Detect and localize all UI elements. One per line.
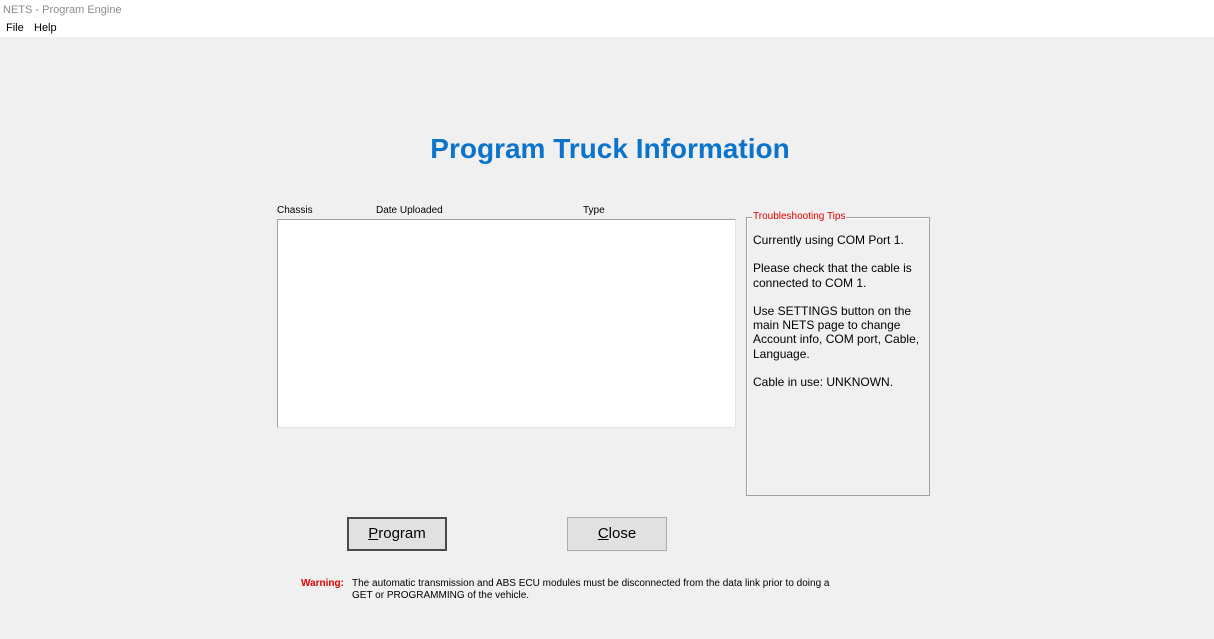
window-title: NETS - Program Engine (3, 4, 122, 16)
warning-label: Warning: (301, 578, 344, 589)
close-button-accel: C (597, 525, 609, 542)
tip-settings: Use SETTINGS button on the main NETS page to change Account info, COM port, Cable, Language. (753, 303, 920, 361)
program-button[interactable] (347, 517, 447, 551)
menu-file[interactable]: File (6, 22, 24, 34)
close-button-label: lose (608, 525, 637, 542)
warning-text: The automatic transmission and ABS ECU modules must be disconnected from the data link prior to doing a GET or PROGRAMMING of the vehicle. (352, 578, 830, 601)
column-header-type: Type (583, 205, 605, 216)
page-title: Program Truck Information (430, 133, 790, 164)
truck-list[interactable] (277, 219, 736, 428)
menu-bar (0, 20, 1214, 37)
column-header-chassis: Chassis (277, 205, 313, 216)
tip-com-port: Currently using COM Port 1. (753, 233, 904, 247)
column-header-date-uploaded: Date Uploaded (376, 205, 443, 216)
program-button-accel: P (368, 525, 379, 542)
tip-cable-in-use: Cable in use: UNKNOWN. (753, 374, 894, 389)
title-bar (0, 0, 1214, 20)
close-button[interactable] (567, 517, 667, 551)
tip-cable-check: Please check that the cable is connected to COM 1. (753, 261, 912, 290)
troubleshooting-tips-text (753, 233, 925, 403)
troubleshooting-tips-legend: Troubleshooting Tips (753, 211, 846, 222)
program-button-label: rogram (378, 525, 426, 542)
menu-help[interactable]: Help (34, 22, 57, 34)
